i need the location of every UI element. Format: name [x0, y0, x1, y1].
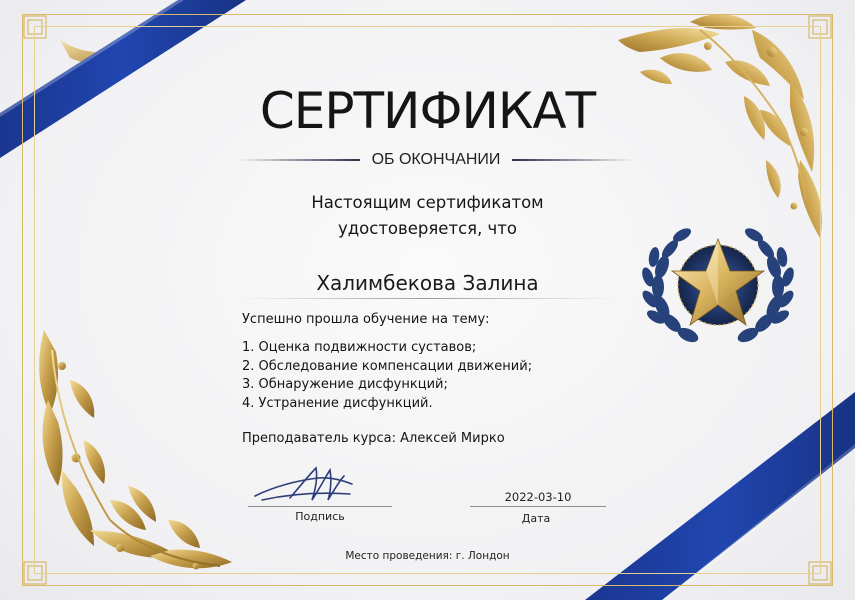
- instructor-text: Преподаватель курса: Алексей Мирко: [242, 431, 505, 446]
- floral-ornament-bottom-left-icon: [39, 330, 232, 570]
- list-item: 3. Обнаружение дисфункций;: [242, 377, 448, 392]
- recipient-name-underline: [240, 298, 615, 299]
- venue-text: Место проведения: г. Лондон: [345, 550, 510, 562]
- subtitle-row: [238, 150, 634, 170]
- handwritten-signature-icon: [255, 468, 352, 500]
- list-item: 1. Оценка подвижности суставов;: [242, 340, 477, 355]
- list-item: 2. Обследование компенсации движений;: [242, 358, 533, 374]
- recipient-name: Халимбекова Залина: [316, 271, 539, 295]
- signature-label: Подпись: [295, 510, 345, 523]
- topics-list: [242, 339, 532, 413]
- lead-text: [0, 190, 855, 242]
- course-intro: Успешно прошла обучение на тему:: [242, 312, 490, 327]
- list-item: 4. Устранение дисфункций.: [242, 395, 433, 411]
- date-label: Дата: [521, 512, 551, 525]
- date-value: 2022-03-10: [504, 490, 572, 504]
- blue-ribbon-bottom-right: [585, 392, 855, 600]
- subtitle-line-right: [512, 159, 634, 161]
- date-line: [470, 506, 606, 507]
- lead-line-1: Настоящим сертификатом: [311, 193, 544, 212]
- lead-line-2: удостоверяется, что: [337, 219, 518, 238]
- certificate-title: СЕРТИФИКАТ: [259, 82, 596, 140]
- certificate-subtitle: ОБ ОКОНЧАНИИ: [371, 151, 501, 168]
- signature-line: [248, 506, 392, 507]
- subtitle-line-left: [238, 159, 360, 161]
- floral-ornament-top-left-icon: [60, 40, 150, 66]
